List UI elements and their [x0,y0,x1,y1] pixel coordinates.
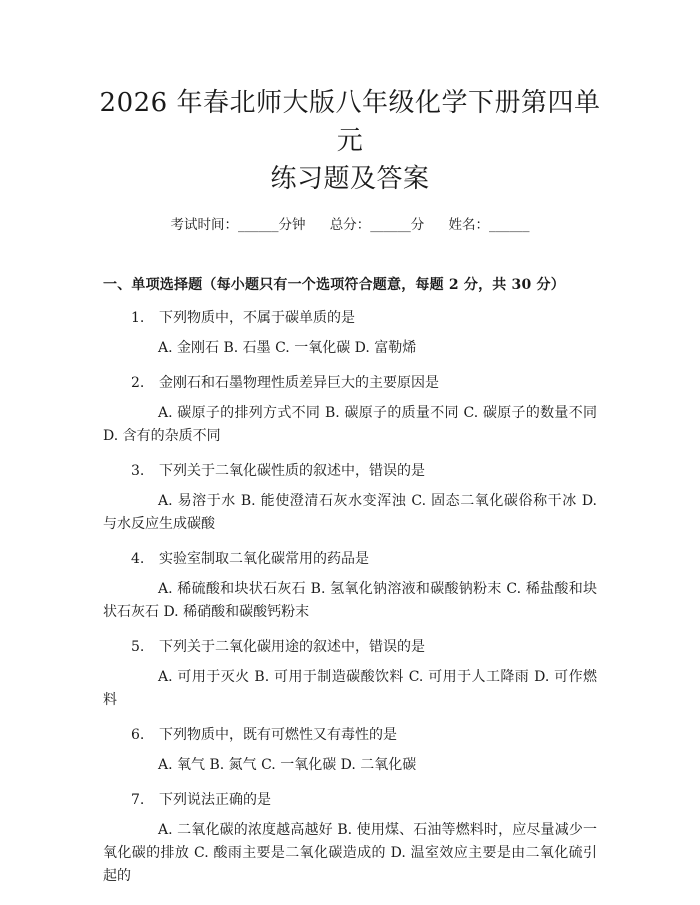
question-options: A. 稀硫酸和块状石灰石 B. 氢氧化钠溶液和碳酸钠粉末 C. 稀盐酸和块状石灰石 D. 稀硝酸和碳酸钙粉末 [103,581,597,620]
question-item [103,725,597,777]
question-text: 下列物质中，不属于碳单质的是 [159,310,355,326]
question-stem [103,790,597,810]
question-stem [103,461,597,481]
title-line-1: 2026 年春北师大版八年级化学下册第四单元 [99,88,601,156]
question-options: A. 二氧化碳的浓度越高越好 B. 使用煤、石油等燃料时，应尽量减少一氧化碳的排放 C. 酸雨主要是二氧化碳造成的 D. 温室效应主要是由二氧化硫引起的 [103,822,597,884]
question-item [103,637,597,712]
question-options: A. 金刚石 B. 石墨 C. 一氧化碳 D. 富勒烯 [158,340,417,356]
question-stem [103,308,597,328]
question-options: A. 易溶于水 B. 能使澄清石灰水变浑浊 C. 固态二氧化碳俗称干冰 D. 与水反应生成碳酸 [103,493,597,532]
question-stem [103,637,597,657]
question-text: 下列物质中，既有可燃性又有毒性的是 [159,727,397,743]
exam-info [103,215,597,235]
question-number: 3. [131,463,145,479]
question-item [103,790,597,888]
question-item [103,549,597,624]
question-text: 下列关于二氧化碳性质的叙述中，错误的是 [159,463,425,479]
question-text: 实验室制取二氧化碳常用的药品是 [159,551,369,567]
document-title [93,0,607,198]
name-label: 姓名：______ [448,217,530,233]
question-text: 下列关于二氧化碳用途的叙述中，错误的是 [159,639,425,655]
question-number: 1. [131,310,145,326]
title-line-2: 练习题及答案 [270,164,430,194]
question-stem [103,373,597,393]
question-number: 7. [131,792,145,808]
question-number: 5. [131,639,145,655]
question-stem [103,549,597,569]
question-text: 金刚石和石墨物理性质差异巨大的主要原因是 [159,375,439,391]
question-item [103,461,597,536]
section-heading: 一、单项选择题（每小题只有一个选项符合题意，每题 2 分，共 30 分） [103,277,565,293]
exam-time-label: 考试时间：______分钟 [170,217,306,233]
question-options: A. 碳原子的排列方式不同 B. 碳原子的质量不同 C. 碳原子的数量不同 D. 含有的杂质不同 [103,405,597,444]
question-number: 6. [131,727,145,743]
question-options: A. 氧气 B. 氮气 C. 一氧化碳 D. 二氧化碳 [158,757,417,773]
question-number: 2. [131,375,145,391]
question-item [103,373,597,448]
question-options: A. 可用于灭火 B. 可用于制造碳酸饮料 C. 可用于人工降雨 D. 可作燃料 [103,669,597,708]
question-item [103,308,597,360]
question-number: 4. [131,551,145,567]
total-score-label: 总分：______分 [329,217,425,233]
question-text: 下列说法正确的是 [159,792,271,808]
question-stem [103,725,597,745]
